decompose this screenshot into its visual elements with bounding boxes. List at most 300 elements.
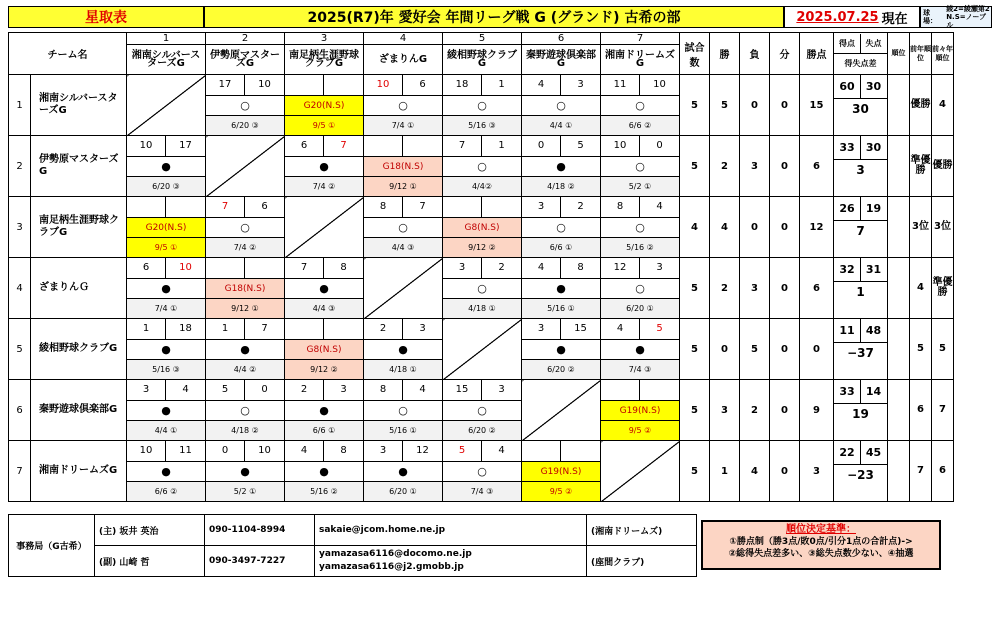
own-score: 5: [206, 380, 245, 400]
match-date: 6/20 ③: [127, 176, 205, 196]
match-cell: [285, 319, 364, 380]
prev2-rank: 4: [932, 75, 954, 136]
prev-rank-header: 前年順位: [910, 33, 932, 75]
wins: 3: [710, 380, 740, 441]
match-cell: [601, 258, 680, 319]
result-mark: ●: [601, 339, 679, 359]
date-value: 2025.07.25: [796, 9, 879, 25]
runs-cell: [834, 75, 888, 136]
match-date: 6/6 ①: [285, 420, 363, 440]
runs-for-header: 得点: [834, 34, 861, 54]
opponent-number-4: 4: [364, 33, 443, 45]
result-mark: ●: [206, 339, 284, 359]
match-cell: [522, 441, 601, 502]
table-row: [9, 197, 954, 258]
wins: 4: [710, 197, 740, 258]
table-row: [9, 136, 954, 197]
prev2-rank: 3位: [932, 197, 954, 258]
result-mark: ●: [285, 461, 363, 481]
ranking-rule-box: [701, 520, 941, 570]
prev2-rank: 6: [932, 441, 954, 502]
match-date: 4/4 ①: [522, 115, 600, 135]
runs-for: 33: [834, 136, 861, 160]
losses: 0: [740, 75, 770, 136]
match-cell: [522, 75, 601, 136]
match-date: 6/20 ③: [206, 115, 284, 135]
own-score: [206, 258, 245, 278]
run-diff: 3: [856, 163, 865, 177]
own-score: 15: [443, 380, 482, 400]
own-score: 8: [601, 197, 640, 217]
own-score: 10: [127, 136, 166, 156]
match-cell: [522, 319, 601, 380]
team-name: 湘南シルバースターズG: [31, 75, 127, 136]
own-score: 7: [285, 258, 324, 278]
match-date: 6/20 ②: [443, 420, 521, 440]
opponent-number-5: 5: [443, 33, 522, 45]
own-score: 6: [127, 258, 166, 278]
opponent-score: 10: [258, 445, 271, 456]
match-cell: [364, 319, 443, 380]
opponent-score: [324, 319, 363, 339]
result-mark: ○: [443, 278, 521, 298]
own-score: 0: [522, 136, 561, 156]
opponent-score: 10: [179, 262, 192, 273]
match-cell: [443, 136, 522, 197]
runs-against-header: 失点: [860, 34, 887, 54]
main-contact-name: (主) 坂井 英治: [95, 515, 205, 546]
rank: [888, 258, 910, 319]
opponent-score: 1: [498, 140, 505, 151]
opponent-score: 3: [340, 384, 347, 395]
result-mark: ○: [364, 95, 442, 115]
own-score: [522, 441, 561, 461]
own-score: 2: [364, 319, 403, 339]
result-mark: ●: [127, 156, 205, 176]
field-line-1: 綾2=綾瀬第2: [946, 5, 990, 13]
runs-header: [834, 33, 888, 75]
opponent-name-2: 伊勢原マスターズG: [206, 45, 285, 75]
match-date: 4/4 ②: [206, 359, 284, 379]
draw-header: 分: [770, 33, 800, 75]
sub-contact-email-1[interactable]: yamazasa6116@docomo.ne.jp: [319, 549, 472, 559]
row-number: 7: [9, 441, 31, 502]
team-name: 綾相野球クラブG: [31, 319, 127, 380]
match-date: 5/16 ③: [443, 115, 521, 135]
match-date: 6/20 ②: [522, 359, 600, 379]
runs-for: 26: [834, 197, 861, 221]
match-date: 5/2 ①: [601, 176, 679, 196]
own-score: 18: [443, 75, 482, 95]
match-date: 9/12 ①: [364, 176, 442, 196]
match-cell: [443, 197, 522, 258]
own-score: 10: [364, 75, 403, 95]
match-cell: [127, 319, 206, 380]
match-cell: [206, 319, 285, 380]
match-cell: [364, 380, 443, 441]
win-header: 勝: [710, 33, 740, 75]
match-date: 9/5 ②: [601, 420, 679, 440]
opponent-score: [561, 441, 600, 461]
opponent-score: 4: [498, 445, 505, 456]
sheet-label: 星取表: [8, 6, 204, 28]
match-date: 7/4 ①: [364, 115, 442, 135]
own-score: 3: [364, 441, 403, 461]
own-score: [364, 136, 403, 156]
result-mark: ●: [522, 156, 600, 176]
match-cell: [443, 75, 522, 136]
match-cell: [127, 380, 206, 441]
main-contact-email[interactable]: sakaie@jcom.home.ne.jp: [315, 515, 587, 546]
rank: [888, 197, 910, 258]
match-date: 4/18 ②: [522, 176, 600, 196]
runs-against: 30: [860, 136, 887, 160]
match-cell: [206, 441, 285, 502]
result-mark: ○: [522, 95, 600, 115]
draws: 0: [770, 136, 800, 197]
match-cell: [364, 136, 443, 197]
result-mark: ○: [601, 278, 679, 298]
result-mark: ●: [364, 461, 442, 481]
match-date: 7/4 ③: [443, 481, 521, 501]
row-number: 1: [9, 75, 31, 136]
losses: 5: [740, 319, 770, 380]
ranking-rule-line-1: ①勝点制（勝3点/敗0点/引分1点の合計点)->: [729, 537, 913, 547]
runs-cell: [834, 258, 888, 319]
run-diff: 7: [856, 224, 865, 238]
prev-rank: 7: [910, 441, 932, 502]
self-match-cell: [522, 380, 601, 441]
result-mark: ○: [206, 217, 284, 237]
match-cell: [601, 197, 680, 258]
match-cell: [522, 258, 601, 319]
own-score: 4: [601, 319, 640, 339]
result-mark: G18(N.S): [206, 278, 284, 298]
wins: 2: [710, 136, 740, 197]
match-date: 9/5 ①: [127, 237, 205, 257]
losses: 0: [740, 197, 770, 258]
result-mark: ○: [601, 95, 679, 115]
match-date: 9/5 ②: [522, 481, 600, 501]
opponent-number-1: 1: [127, 33, 206, 45]
match-cell: [206, 197, 285, 258]
match-date: 7/4 ①: [127, 298, 205, 318]
runs-for: 11: [834, 319, 861, 343]
self-match-cell: [443, 319, 522, 380]
field-legend: [920, 6, 992, 28]
self-match-cell: [601, 441, 680, 502]
runs-against: 48: [860, 319, 887, 343]
match-date: 9/12 ①: [206, 298, 284, 318]
opponent-score: 6: [419, 79, 426, 90]
rank: [888, 136, 910, 197]
match-cell: [285, 136, 364, 197]
rank: [888, 441, 910, 502]
own-score: 3: [522, 197, 561, 217]
match-date: 4/4②: [443, 176, 521, 196]
result-mark: ●: [285, 156, 363, 176]
opponent-name-3: 南足柄生涯野球クラブG: [285, 45, 364, 75]
own-score: 10: [127, 441, 166, 461]
match-date: 9/12 ②: [443, 237, 521, 257]
own-score: 17: [206, 75, 245, 95]
opponent-score: 4: [182, 384, 189, 395]
losses: 3: [740, 258, 770, 319]
result-mark: ○: [206, 95, 284, 115]
opponent-score: [166, 197, 205, 217]
match-cell: [601, 75, 680, 136]
wins: 1: [710, 441, 740, 502]
wins: 5: [710, 75, 740, 136]
rank: [888, 380, 910, 441]
match-cell: [206, 380, 285, 441]
table-row: [9, 380, 954, 441]
result-mark: ●: [206, 461, 284, 481]
opponent-score: 12: [416, 445, 429, 456]
match-date: 5/16 ②: [601, 237, 679, 257]
result-mark: ○: [601, 156, 679, 176]
office-label: 事務局（G古希）: [9, 515, 95, 577]
runs-against: 45: [860, 441, 887, 465]
main-contact-phone[interactable]: 090-1104-8994: [205, 515, 315, 546]
opponent-score: [324, 75, 363, 95]
result-mark: ●: [285, 400, 363, 420]
runs-for: 22: [834, 441, 861, 465]
self-match-cell: [285, 197, 364, 258]
match-cell: [127, 197, 206, 258]
opponent-score: [245, 258, 284, 278]
opponent-number-3: 3: [285, 33, 364, 45]
sub-contact-phone[interactable]: 090-3497-7227: [205, 546, 315, 577]
opponent-score: 8: [340, 445, 347, 456]
match-cell: [127, 136, 206, 197]
row-number: 3: [9, 197, 31, 258]
opponent-name-7: 湘南ドリームズG: [601, 45, 680, 75]
result-mark: ●: [522, 278, 600, 298]
match-date: 6/6 ②: [127, 481, 205, 501]
opponent-score: 7: [419, 201, 426, 212]
draws: 0: [770, 75, 800, 136]
row-number: 4: [9, 258, 31, 319]
team-name: 伊勢原マスターズG: [31, 136, 127, 197]
own-score: 1: [127, 319, 166, 339]
field-lines: [946, 5, 991, 29]
opponent-score: 8: [340, 262, 347, 273]
runs-against: 19: [860, 197, 887, 221]
prev2-rank-header: 前々年順位: [932, 33, 954, 75]
table-row: [9, 258, 954, 319]
prev-rank: 5: [910, 319, 932, 380]
prev-rank: 3位: [910, 197, 932, 258]
opponent-name-5: 綾相野球クラブG: [443, 45, 522, 75]
team-name: 南足柄生涯野球クラブG: [31, 197, 127, 258]
opponent-number-2: 2: [206, 33, 285, 45]
team-name-header: チーム名: [9, 33, 127, 75]
match-cell: [443, 441, 522, 502]
opponent-score: 3: [577, 79, 584, 90]
match-date: 7/4 ②: [206, 237, 284, 257]
own-score: [285, 75, 324, 95]
match-cell: [522, 197, 601, 258]
match-cell: [364, 75, 443, 136]
own-score: [285, 319, 324, 339]
games-played: 5: [680, 136, 710, 197]
rank-header: 順位: [888, 33, 910, 75]
match-date: 9/12 ②: [285, 359, 363, 379]
opponent-score: 6: [261, 201, 268, 212]
match-date: 4/4 ①: [127, 420, 205, 440]
run-diff-header: 得失点差: [844, 58, 877, 68]
games-header: 試合数: [680, 33, 710, 75]
games-played: 5: [680, 75, 710, 136]
match-cell: [206, 75, 285, 136]
losses: 3: [740, 136, 770, 197]
run-diff: 19: [852, 407, 869, 421]
own-score: 3: [443, 258, 482, 278]
opponent-score: 7: [261, 323, 268, 334]
match-cell: [443, 380, 522, 441]
match-cell: [601, 380, 680, 441]
own-score: 4: [522, 75, 561, 95]
run-diff: 1: [856, 285, 865, 299]
standings-sheet: [8, 6, 992, 576]
runs-cell: [834, 441, 888, 502]
result-mark: G8(N.S): [443, 217, 521, 237]
match-date: 5/16 ③: [127, 359, 205, 379]
prev2-rank: 5: [932, 319, 954, 380]
opponent-score: 5: [656, 323, 663, 334]
match-cell: [364, 197, 443, 258]
runs-for: 33: [834, 380, 861, 404]
opponent-score: [482, 197, 521, 217]
own-score: 8: [364, 197, 403, 217]
match-cell: [601, 319, 680, 380]
match-cell: [601, 136, 680, 197]
match-date: 5/16 ①: [522, 298, 600, 318]
match-cell: [285, 75, 364, 136]
prev-rank: 6: [910, 380, 932, 441]
result-mark: ●: [127, 400, 205, 420]
opponent-score: 2: [498, 262, 505, 273]
draws: 0: [770, 319, 800, 380]
own-score: [601, 380, 640, 400]
points-header: 勝点: [800, 33, 834, 75]
points: 6: [800, 136, 834, 197]
result-mark: ○: [443, 156, 521, 176]
result-mark: ●: [364, 339, 442, 359]
own-score: 8: [364, 380, 403, 400]
run-diff: −23: [847, 468, 874, 482]
sub-contact-name: (副) 山崎 哲: [95, 546, 205, 577]
opponent-score: 3: [419, 323, 426, 334]
date-suffix: 現在: [881, 11, 908, 27]
opponent-score: 17: [179, 140, 192, 151]
draws: 0: [770, 441, 800, 502]
own-score: 4: [285, 441, 324, 461]
result-mark: ○: [601, 217, 679, 237]
row-number: 5: [9, 319, 31, 380]
match-cell: [127, 258, 206, 319]
sub-contact-team: (座間クラブ): [587, 546, 697, 577]
own-score: 6: [285, 136, 324, 156]
prev-rank: 4: [910, 258, 932, 319]
ranking-rule-title: 順位決定基準：: [786, 524, 856, 535]
match-date: 6/6 ①: [522, 237, 600, 257]
opponent-score: 2: [577, 201, 584, 212]
match-cell: [285, 380, 364, 441]
opponent-name-6: 秦野遊球倶楽部G: [522, 45, 601, 75]
ranking-rule-line-2: ②総得失点差多い、③総失点数少ない、④抽選: [728, 549, 914, 559]
match-date: 4/18 ①: [364, 359, 442, 379]
match-date: 5/16 ①: [364, 420, 442, 440]
result-mark: ●: [127, 461, 205, 481]
runs-cell: [834, 380, 888, 441]
result-mark: G20(N.S): [285, 95, 363, 115]
match-date: 6/20 ①: [364, 481, 442, 501]
row-number: 2: [9, 136, 31, 197]
field-label: 球場：: [923, 9, 937, 25]
match-date: 5/2 ①: [206, 481, 284, 501]
result-mark: ○: [443, 400, 521, 420]
match-cell: [285, 258, 364, 319]
match-cell: [206, 258, 285, 319]
opponent-score: 18: [179, 323, 192, 334]
result-mark: ○: [522, 217, 600, 237]
as-of-date: [784, 6, 920, 28]
opponent-score: 4: [656, 201, 663, 212]
games-played: 5: [680, 441, 710, 502]
opponent-score: 11: [179, 445, 192, 456]
own-score: 7: [443, 136, 482, 156]
result-mark: ○: [443, 461, 521, 481]
match-cell: [522, 136, 601, 197]
run-diff: −37: [847, 346, 874, 360]
opponent-score: 7: [340, 140, 347, 151]
result-mark: ●: [127, 278, 205, 298]
prev2-rank: 7: [932, 380, 954, 441]
opponent-score: 5: [577, 140, 584, 151]
opponent-number-7: 7: [601, 33, 680, 45]
opponent-score: 0: [656, 140, 663, 151]
rank: [888, 75, 910, 136]
result-mark: G19(N.S): [601, 400, 679, 420]
opponent-score: 4: [419, 384, 426, 395]
team-name: ざまりんＧ: [31, 258, 127, 319]
main-contact-team: (湘南ドリームズ): [587, 515, 697, 546]
runs-for: 60: [834, 75, 861, 99]
self-match-cell: [206, 136, 285, 197]
match-cell: [285, 441, 364, 502]
match-date: 4/4 ③: [364, 237, 442, 257]
opponent-score: 10: [653, 79, 666, 90]
wins: 2: [710, 258, 740, 319]
opponent-name-4: ざまりんG: [364, 45, 443, 75]
result-mark: ○: [206, 400, 284, 420]
points: 9: [800, 380, 834, 441]
own-score: 1: [206, 319, 245, 339]
draws: 0: [770, 197, 800, 258]
result-mark: ○: [364, 400, 442, 420]
sub-contact-email-2[interactable]: yamazasa6116@j2.gmobb.jp: [319, 562, 464, 572]
runs-for: 32: [834, 258, 861, 282]
own-score: [127, 197, 166, 217]
match-date: 7/4 ③: [601, 359, 679, 379]
prev2-rank: 準優勝: [932, 258, 954, 319]
result-mark: ●: [285, 278, 363, 298]
match-date: 9/5 ①: [285, 115, 363, 135]
runs-cell: [834, 197, 888, 258]
runs-against: 31: [860, 258, 887, 282]
